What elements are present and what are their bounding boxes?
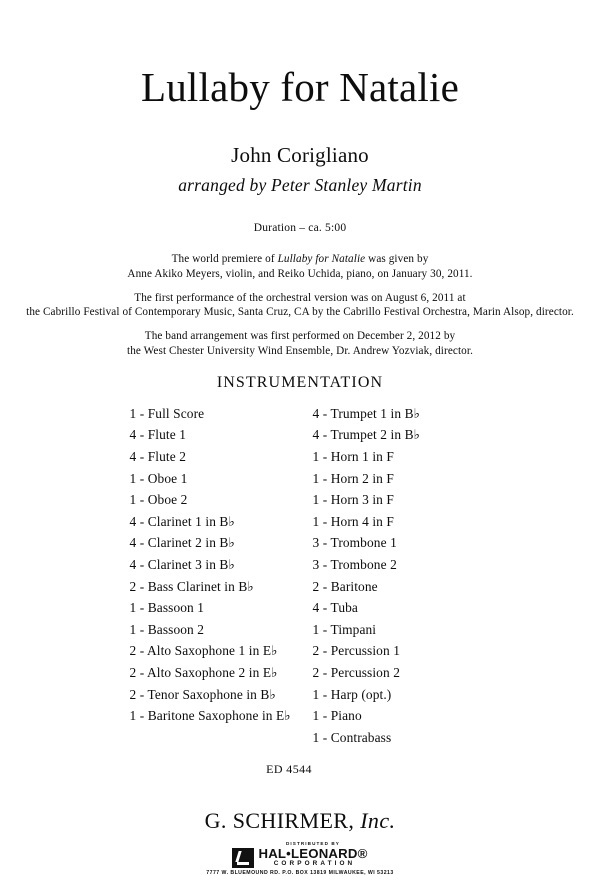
instrumentation-item: 1 - Baritone Saxophone in E♭ (129, 708, 291, 724)
instrumentation-item: 4 - Clarinet 1 in B♭ (129, 513, 235, 529)
instrumentation-item: 1 - Horn 1 in F (312, 449, 394, 465)
instrumentation-item: 2 - Baritone (312, 578, 378, 594)
credit-line: The band arrangement was first performed on December 2, 2012 by (144, 330, 456, 343)
credit-text-pre: The world premiere of (171, 253, 278, 266)
catalog-number: ED 4544 (266, 762, 312, 777)
distributor-block (0, 841, 600, 876)
page-title: Lullaby for Natalie (140, 64, 459, 110)
hal-leonard-logo-icon (232, 848, 254, 868)
instrumentation-item: 4 - Trumpet 2 in B♭ (312, 427, 421, 443)
duration-text: Duration – ca. 5:00 (253, 222, 347, 235)
instrumentation-item: 4 - Trumpet 1 in B♭ (312, 405, 421, 421)
instrumentation-item: 3 - Trombone 2 (312, 556, 397, 572)
instrumentation-item: 1 - Horn 2 in F (312, 470, 394, 486)
score-title-page (0, 64, 600, 876)
instrumentation-item: 1 - Contrabass (312, 729, 392, 745)
instrumentation-item: 1 - Timpani (312, 621, 377, 637)
credit-line: Anne Akiko Meyers, violin, and Reiko Uchida, piano, on January 30, 2011. (127, 267, 473, 280)
publisher-name-suffix: Inc. (360, 808, 396, 834)
instrumentation-item: 1 - Harp (opt.) (312, 686, 392, 702)
credit-block-world-premiere (0, 252, 600, 282)
instrumentation-item: 4 - Clarinet 2 in B♭ (129, 535, 235, 551)
instrumentation-item: 1 - Bassoon 2 (129, 621, 205, 637)
instrumentation-item: 2 - Bass Clarinet in B♭ (129, 578, 254, 594)
credit-block-band-premiere (0, 329, 600, 359)
distributed-by-label: DISTRIBUTED BY (286, 841, 340, 847)
instrumentation-heading: INSTRUMENTATION (216, 373, 384, 391)
instrumentation-item: 1 - Piano (312, 708, 362, 724)
instrumentation-item: 2 - Percussion 2 (312, 664, 401, 680)
instrumentation-item: 1 - Horn 3 in F (312, 492, 394, 508)
instrumentation-item: 2 - Alto Saxophone 1 in E♭ (129, 643, 278, 659)
publisher-name (0, 808, 600, 834)
instrumentation-item: 4 - Flute 2 (129, 449, 187, 465)
instrumentation-list (0, 403, 600, 749)
instrumentation-item: 1 - Oboe 1 (129, 470, 188, 486)
instrumentation-item: 1 - Bassoon 1 (129, 600, 205, 616)
credit-work-title: Lullaby for Natalie (277, 253, 366, 266)
credit-line: The first performance of the orchestral version was on August 6, 2011 at (134, 291, 466, 304)
instrumentation-item: 4 - Clarinet 3 in B♭ (129, 556, 235, 572)
instrumentation-column-right (300, 403, 493, 749)
instrumentation-column-left (108, 403, 300, 749)
credit-line: the Cabrillo Festival of Contemporary Music, Santa Cruz, CA by the Cabrillo Festival Orchestra, Marin Alsop, director. (26, 306, 574, 319)
instrumentation-item: 4 - Tuba (312, 600, 358, 616)
instrumentation-item: 3 - Trombone 1 (312, 535, 397, 551)
credit-line: the West Chester University Wind Ensemble, Dr. Andrew Yozviak, director. (127, 344, 473, 357)
distributor-corporation-label: CORPORATION (273, 860, 356, 868)
publisher-block (0, 808, 600, 876)
composer-name: John Corigliano (231, 143, 369, 168)
instrumentation-item: 4 - Flute 1 (129, 427, 187, 443)
performance-credits (0, 252, 600, 359)
instrumentation-item: 1 - Horn 4 in F (312, 513, 394, 529)
instrumentation-item: 1 - Full Score (129, 405, 205, 421)
distributor-address: 7777 W. BLUEMOUND RD. P.O. BOX 13819 MILWAUKEE, WI 53213 (206, 870, 394, 876)
instrumentation-item: 1 - Oboe 2 (129, 492, 188, 508)
distributor-text (258, 841, 367, 868)
arranger-credit: arranged by Peter Stanley Martin (178, 175, 422, 196)
distributor-name: HAL•LEONARD® (258, 846, 368, 862)
instrumentation-item: 2 - Tenor Saxophone in B♭ (129, 686, 276, 702)
publisher-name-main: G. SCHIRMER, (204, 808, 355, 834)
instrumentation-item: 2 - Alto Saxophone 2 in E♭ (129, 664, 278, 680)
credit-text-post: was given by (365, 253, 429, 266)
credit-block-orchestral-premiere (0, 291, 600, 321)
instrumentation-item: 2 - Percussion 1 (312, 643, 401, 659)
distributor-logo-row (232, 841, 367, 868)
credit-line (0, 252, 600, 267)
